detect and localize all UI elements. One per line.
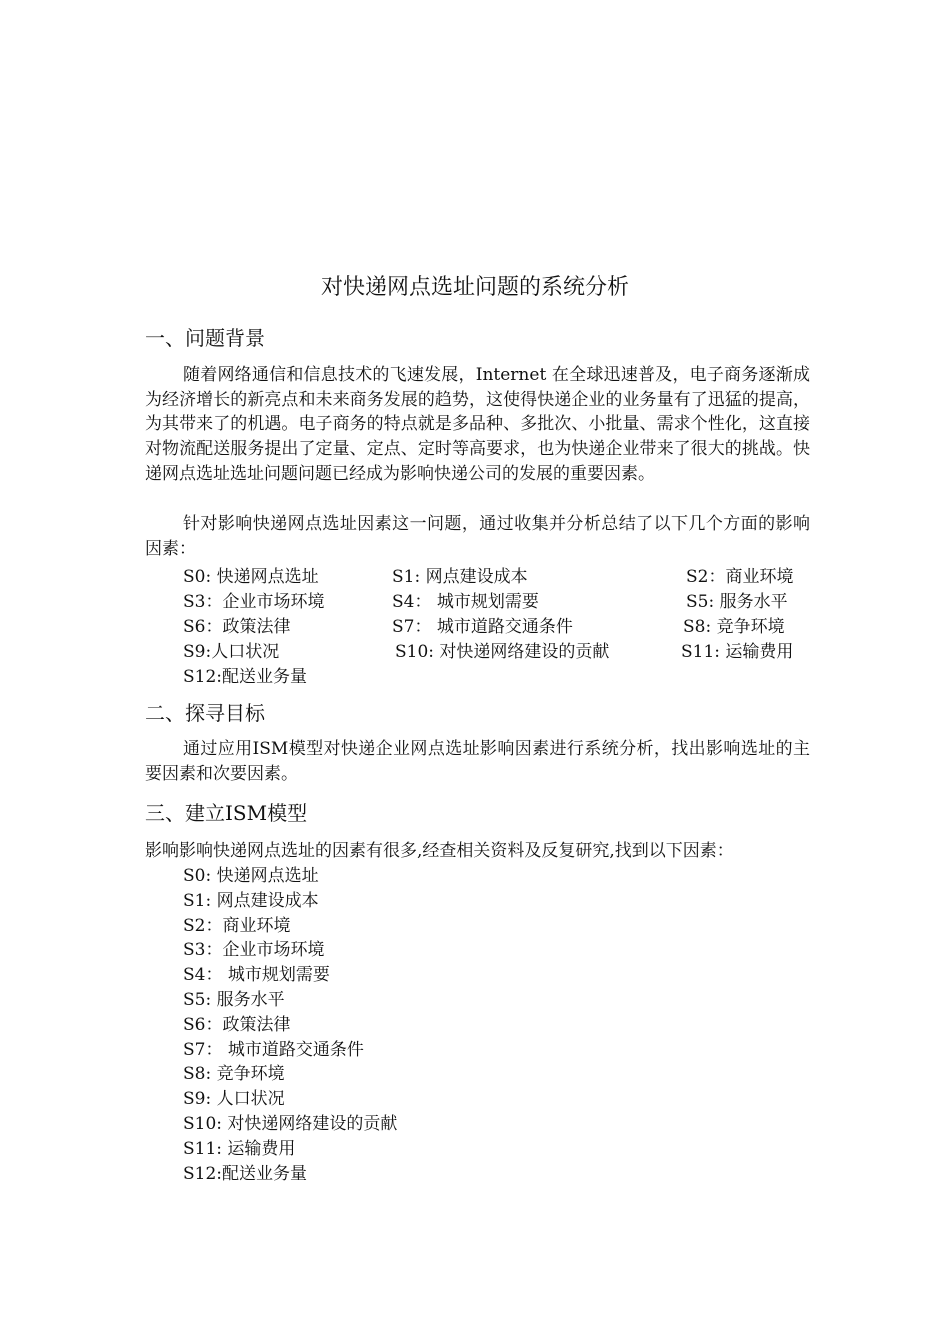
- factor-cell: S6：政策法律: [183, 617, 291, 637]
- list-item: S11: 运输费用: [183, 1139, 296, 1159]
- document-title: 对快递网点选址问题的系统分析: [320, 275, 629, 300]
- factor-cell: S10: 对快递网络建设的贡献: [395, 642, 610, 662]
- section-heading-background: 一、问题背景: [145, 326, 265, 350]
- factor-cell: S2：商业环境: [686, 567, 794, 587]
- factor-cell: S4： 城市规划需要: [392, 592, 539, 612]
- list-item: S0: 快递网点选址: [183, 866, 319, 886]
- goal-paragraph: 通过应用ISM模型对快递企业网点选址影响因素进行系统分析，找出影响选址的主要因素和次要因素。: [145, 739, 810, 784]
- list-item: S5: 服务水平: [183, 990, 285, 1010]
- list-item: S8: 竞争环境: [183, 1064, 285, 1084]
- section-heading-ism-model: 三、建立ISM模型: [145, 801, 308, 825]
- list-item: S3：企业市场环境: [183, 940, 325, 960]
- list-item: S10: 对快递网络建设的贡献: [183, 1114, 398, 1134]
- ism-intro-text: 影响影响快递网点选址的因素有很多,经查相关资料及反复研究,找到以下因素：: [145, 841, 734, 861]
- list-item: S7： 城市道路交通条件: [183, 1040, 364, 1060]
- background-paragraph: 随着网络通信和信息技术的飞速发展，Internet 在全球迅速普及，电子商务逐渐成为经济增长的新亮点和未来商务发展的趋势，这使得快递企业的业务量有了迅猛的提高，为其带来了的机遇。电子商务的特点就是多品种、多批次、小批量、需求个性化，这直接对物流配送服务提出了定量、定点、定时等高要求，也为快递企业带来了很大的挑战。快递网点选址选址问题问题已经成为影响快递公司的发展的重要因素。: [145, 365, 810, 484]
- factor-cell: S3：企业市场环境: [183, 592, 325, 612]
- factor-cell: S9:人口状况: [183, 642, 280, 662]
- list-item: S2：商业环境: [183, 916, 291, 936]
- factor-cell: S12:配送业务量: [183, 667, 308, 687]
- factor-cell: S1: 网点建设成本: [392, 567, 528, 587]
- factor-cell: S7： 城市道路交通条件: [392, 617, 573, 637]
- list-item: S12:配送业务量: [183, 1164, 308, 1184]
- factor-cell: S0: 快递网点选址: [183, 567, 319, 587]
- factors-intro-paragraph: 针对影响快递网点选址因素这一问题，通过收集并分析总结了以下几个方面的影响因素：: [145, 514, 810, 559]
- list-item: S4： 城市规划需要: [183, 965, 330, 985]
- list-item: S6：政策法律: [183, 1015, 291, 1035]
- list-item: S9: 人口状况: [183, 1089, 285, 1109]
- list-item: S1: 网点建设成本: [183, 891, 319, 911]
- section-heading-goal: 二、探寻目标: [145, 701, 265, 725]
- factor-cell: S11: 运输费用: [681, 642, 794, 662]
- factor-cell: S8: 竞争环境: [683, 617, 785, 637]
- factor-cell: S5: 服务水平: [686, 592, 788, 612]
